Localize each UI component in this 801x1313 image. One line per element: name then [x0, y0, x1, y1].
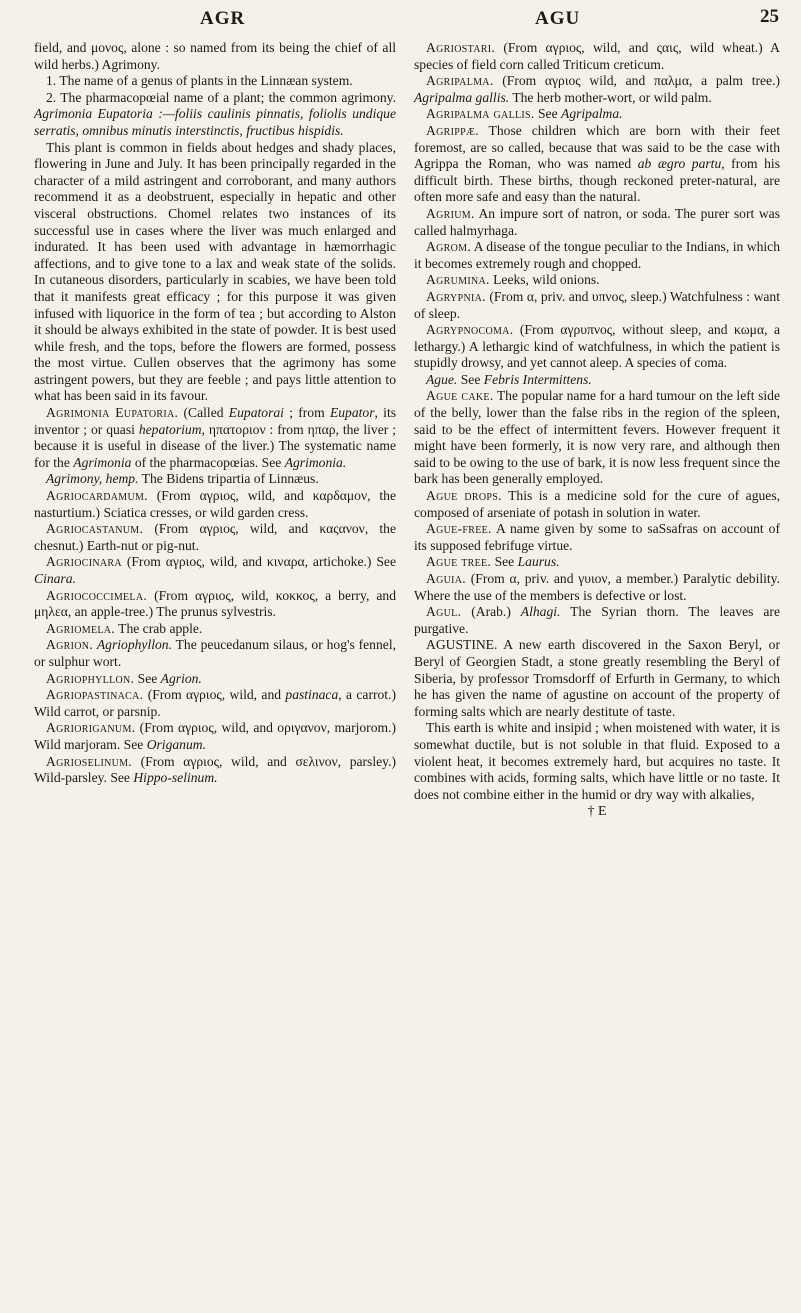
- cross-reference: Laurus.: [517, 554, 560, 570]
- cross-reference: Cinara.: [34, 571, 76, 586]
- headword: Agriopastinaca.: [46, 687, 144, 703]
- header-left-guide-word: AGR: [200, 8, 246, 29]
- right-column: [414, 40, 780, 821]
- entry-agrioriganum: Agrioriganum. (From αγριος, wild, and οριγανον, marjorom.) Wild marjoram. See Origanum.: [34, 720, 396, 752]
- entry-agrioselinum: Agrioselinum. (From αγριος, wild, and σελινον, parsley.) Wild-parsley. See Hippo-selinum.: [34, 753, 396, 786]
- headword: Ague tree.: [426, 554, 492, 570]
- entry-agriostari: Agriostari. (From αγριος, wild, and ςαις, wild wheat.) A species of field corn called Triticum creticum.: [414, 40, 780, 72]
- headword: Agriostari.: [426, 40, 496, 55]
- entry-agriocardamum: Agriocardamum. (From αγριος, wild, and καρδαμον, the nasturtium.) Sciatica cresses, or wild garden cress.: [34, 488, 396, 520]
- headword: Agrioselinum.: [46, 753, 133, 769]
- definition-2: 2. The pharmacopœial name of a plant; the common agrimony. Agrimonia Eupatoria :—foliis caulinis pinnatis, foliolis undique serratis, omnibus minutis interstinctis, fructibus hispidis.: [34, 89, 396, 138]
- entry-agustine: AGUSTINE. A new earth discovered in the Saxon Beryl, or Beryl of Georgien Stadt, a stone greatly resembling the Beryl of Siberia, by professor Tromsdorff of Erfurth in Germany, to which he has given the name of agustine on account of the property of forming salts which are nearly destitute of taste.: [414, 637, 780, 719]
- left-column: [34, 40, 396, 787]
- cross-reference: Origanum.: [146, 736, 206, 752]
- agustine-description: This earth is white and insipid ; when moistened with water, it is somewhat ductile, but is not soluble in that fluid. Exposed to a violent heat, it becomes extremely hard, but acquires no taste. It combines with acids, forming salts, which have little or no taste. It does not combine either in the humid or dry way with alkalies,: [414, 720, 780, 802]
- headword: Agrom.: [426, 239, 472, 255]
- entry-agrypnia: Agrypnia. (From α, priv. and υπνος, sleep.) Watchfulness : want of sleep.: [414, 288, 780, 321]
- botanical-name: Agrimonia Eupatoria :—foliis caulinis pinnatis, foliolis undique serratis, omnibus minutis interstinctis, fructibus hispidis.: [34, 106, 396, 138]
- cross-reference: Hippo-selinum.: [133, 770, 218, 786]
- headword: Agripalma gallis.: [426, 106, 535, 122]
- entry-agrium: Agrium. An impure sort of natron, or soda. The purer sort was called halmyrhaga.: [414, 205, 780, 238]
- entry-aguia: Aguia. (From α, priv. and γυιον, a member.) Paralytic debility. Where the use of the members is defective or lost.: [414, 571, 780, 603]
- headword: Aguia.: [426, 571, 467, 586]
- definition-1: 1. The name of a genus of plants in the Linnæan system.: [46, 73, 353, 89]
- headword: Agrumina.: [426, 272, 490, 288]
- headword: Ague cake.: [426, 388, 494, 404]
- entry-agriophyllon: Agriophyllon. See Agrion.: [46, 670, 202, 686]
- printer-signature: † E: [587, 804, 607, 820]
- entry-agrimony-hemp: Agrimony, hemp. The Bidens tripartia of Linnæus.: [46, 471, 319, 487]
- entry-agripalma-gallis: Agripalma gallis. See Agripalma.: [426, 106, 623, 122]
- entry-agriocinara: Agriocinara (From αγριος, wild, and κιναρα, artichoke.) See Cinara.: [34, 554, 396, 586]
- headword: Agripalma.: [426, 73, 494, 89]
- headword: Agriococcimela.: [46, 587, 148, 603]
- header-right-guide-word: AGU: [535, 8, 581, 29]
- entry-ague-cake: Ague cake. The popular name for a hard tumour on the left side of the belly, lower than the false ribs in the region of the spleen, said to be the effect of intermittent fevers. However frequent it might have been formerly, it is now very rare, and although then said to be owing to the use of bark, it is now less frequent since the bark has been generally employed.: [414, 388, 780, 487]
- entry-ague-tree: Ague tree. See Laurus.: [426, 554, 560, 570]
- entry-agrimonia-eupatoria: Agrimonia Eupatoria. (Called Eupatorai ; from Eupator, its inventor ; or quasi hepatorium, ηπατοριον : from ηπαρ, the liver ; because it is useful in disease of the liver.) The systematic name for the Agrimonia of the pharmacopœias. See Agrimonia.: [34, 405, 397, 470]
- cross-reference: Febris Intermittens.: [483, 371, 592, 387]
- headword: Agrypnocoma.: [426, 322, 514, 338]
- entry-agriomela: Agriomela. The crab apple.: [46, 620, 203, 636]
- headword: Agrioriganum.: [46, 720, 136, 736]
- headword: AGUSTINE.: [426, 637, 498, 653]
- headword: Agrimonia Eupatoria.: [46, 405, 179, 421]
- headword: Agul.: [426, 604, 462, 620]
- entry-ague: Ague. See Febris Intermittens.: [426, 371, 592, 387]
- headword: Ague.: [426, 371, 458, 387]
- headword: Agrippæ.: [426, 122, 479, 138]
- entry-ague-drops: Ague drops. This is a medicine sold for the cure of agues, composed of arseniate of potash in solution in water.: [414, 488, 781, 520]
- entry-agriococcimela: Agriococcimela. (From αγριος, wild, κοκκος, a berry, and μηλεα, an apple-tree.) The prunus sylvestris.: [34, 587, 396, 620]
- agrimony-description: This plant is common in fields about hedges and shady places, flowering in June and July. It has been principally regarded in the character of a mild astringent and corroborant, and many authors recommend it as a deobstruent, especially in hepatic and other visceral obstructions. Chomel relates two instances of its successful use in cases where the liver was much enlarged and indurated. It has been used with advantage in hæmorrhagic affections, and to give tone to a lax and weak state of the solids. In cutaneous disorders, particularly in scabies, we have been told that it manifests great efficacy ; for this purpose it was given infused with liquorice in the form of tea ; but according to Alston it should be always exhibited in the state of powder. It is best used while fresh, and the tops, before the flowers are formed, possess the most virtue. Cullen observes that the agrimony has some astringent powers, but they are feeble ; and pays little attention to what has been said in its favour.: [34, 139, 396, 404]
- headword: Ague-free.: [426, 521, 492, 537]
- headword: Ague drops.: [426, 488, 502, 504]
- entry-agriopastinaca: Agriopastinaca. (From αγριος, wild, and pastinaca, a carrot.) Wild carrot, or parsnip.: [34, 687, 396, 719]
- headword: Agriophyllon.: [46, 670, 135, 686]
- headword: Agriomela.: [46, 620, 115, 636]
- entry-continuation: field, and μονος, alone : so named from its being the chief of all wild herbs.) Agrimony.: [34, 40, 396, 72]
- entry-ague-free: Ague-free. A name given by some to saSsafras on account of its supposed febrifuge virtue.: [414, 521, 780, 553]
- entry-agriocastanum: Agriocastanum. (From αγριος, wild, and καςανον, the chesnut.) Earth-nut or pig-nut.: [34, 521, 396, 553]
- headword: Agrimony, hemp.: [46, 471, 139, 487]
- headword: Agriocinara: [46, 554, 122, 570]
- cross-reference: Agrion.: [160, 670, 202, 686]
- entry-agripalma: Agripalma. (From αγριος wild, and παλμα, a palm tree.) Agripalma gallis. The herb mother-wort, or wild palm.: [414, 73, 780, 105]
- headword: Agrypnia.: [426, 288, 486, 304]
- entry-agrom: Agrom. A disease of the tongue peculiar to the Indians, in which it becomes extremely rough and chopped.: [414, 239, 780, 271]
- page-number: 25: [760, 6, 779, 27]
- entry-agrypnocoma: Agrypnocoma. (From αγρυπνος, without sleep, and κωμα, a lethargy.) A lethargic kind of watchfulness, in which the patient is stupidly drowsy, and yet cannot aleep. A species of coma.: [414, 322, 780, 371]
- entry-agul: Agul. (Arab.) Alhagi. The Syrian thorn. The leaves are purgative.: [414, 604, 780, 636]
- headword: Agrium.: [426, 205, 475, 221]
- entry-agrion: Agrion. Agriophyllon. The peucedanum silaus, or hog's fennel, or sulphur wort.: [34, 637, 396, 669]
- headword: Agrion.: [46, 637, 93, 653]
- cross-reference: Agripalma.: [561, 106, 623, 122]
- headword: Agriocardamum.: [46, 488, 148, 504]
- entry-agrippae: Agrippæ. Those children which are born with their feet foremost, are so called, because that was said to be the case with Agrippa the Roman, who was named ab ægro partu, from his difficult birth. These births, though reckoned preter-natural, are often more safe and easy than the natural.: [414, 122, 780, 205]
- running-header: [0, 4, 801, 34]
- cross-reference: Agrimonia.: [284, 454, 347, 470]
- headword: Agriocastanum.: [46, 521, 144, 537]
- entry-agrumina: Agrumina. Leeks, wild onions.: [426, 272, 600, 288]
